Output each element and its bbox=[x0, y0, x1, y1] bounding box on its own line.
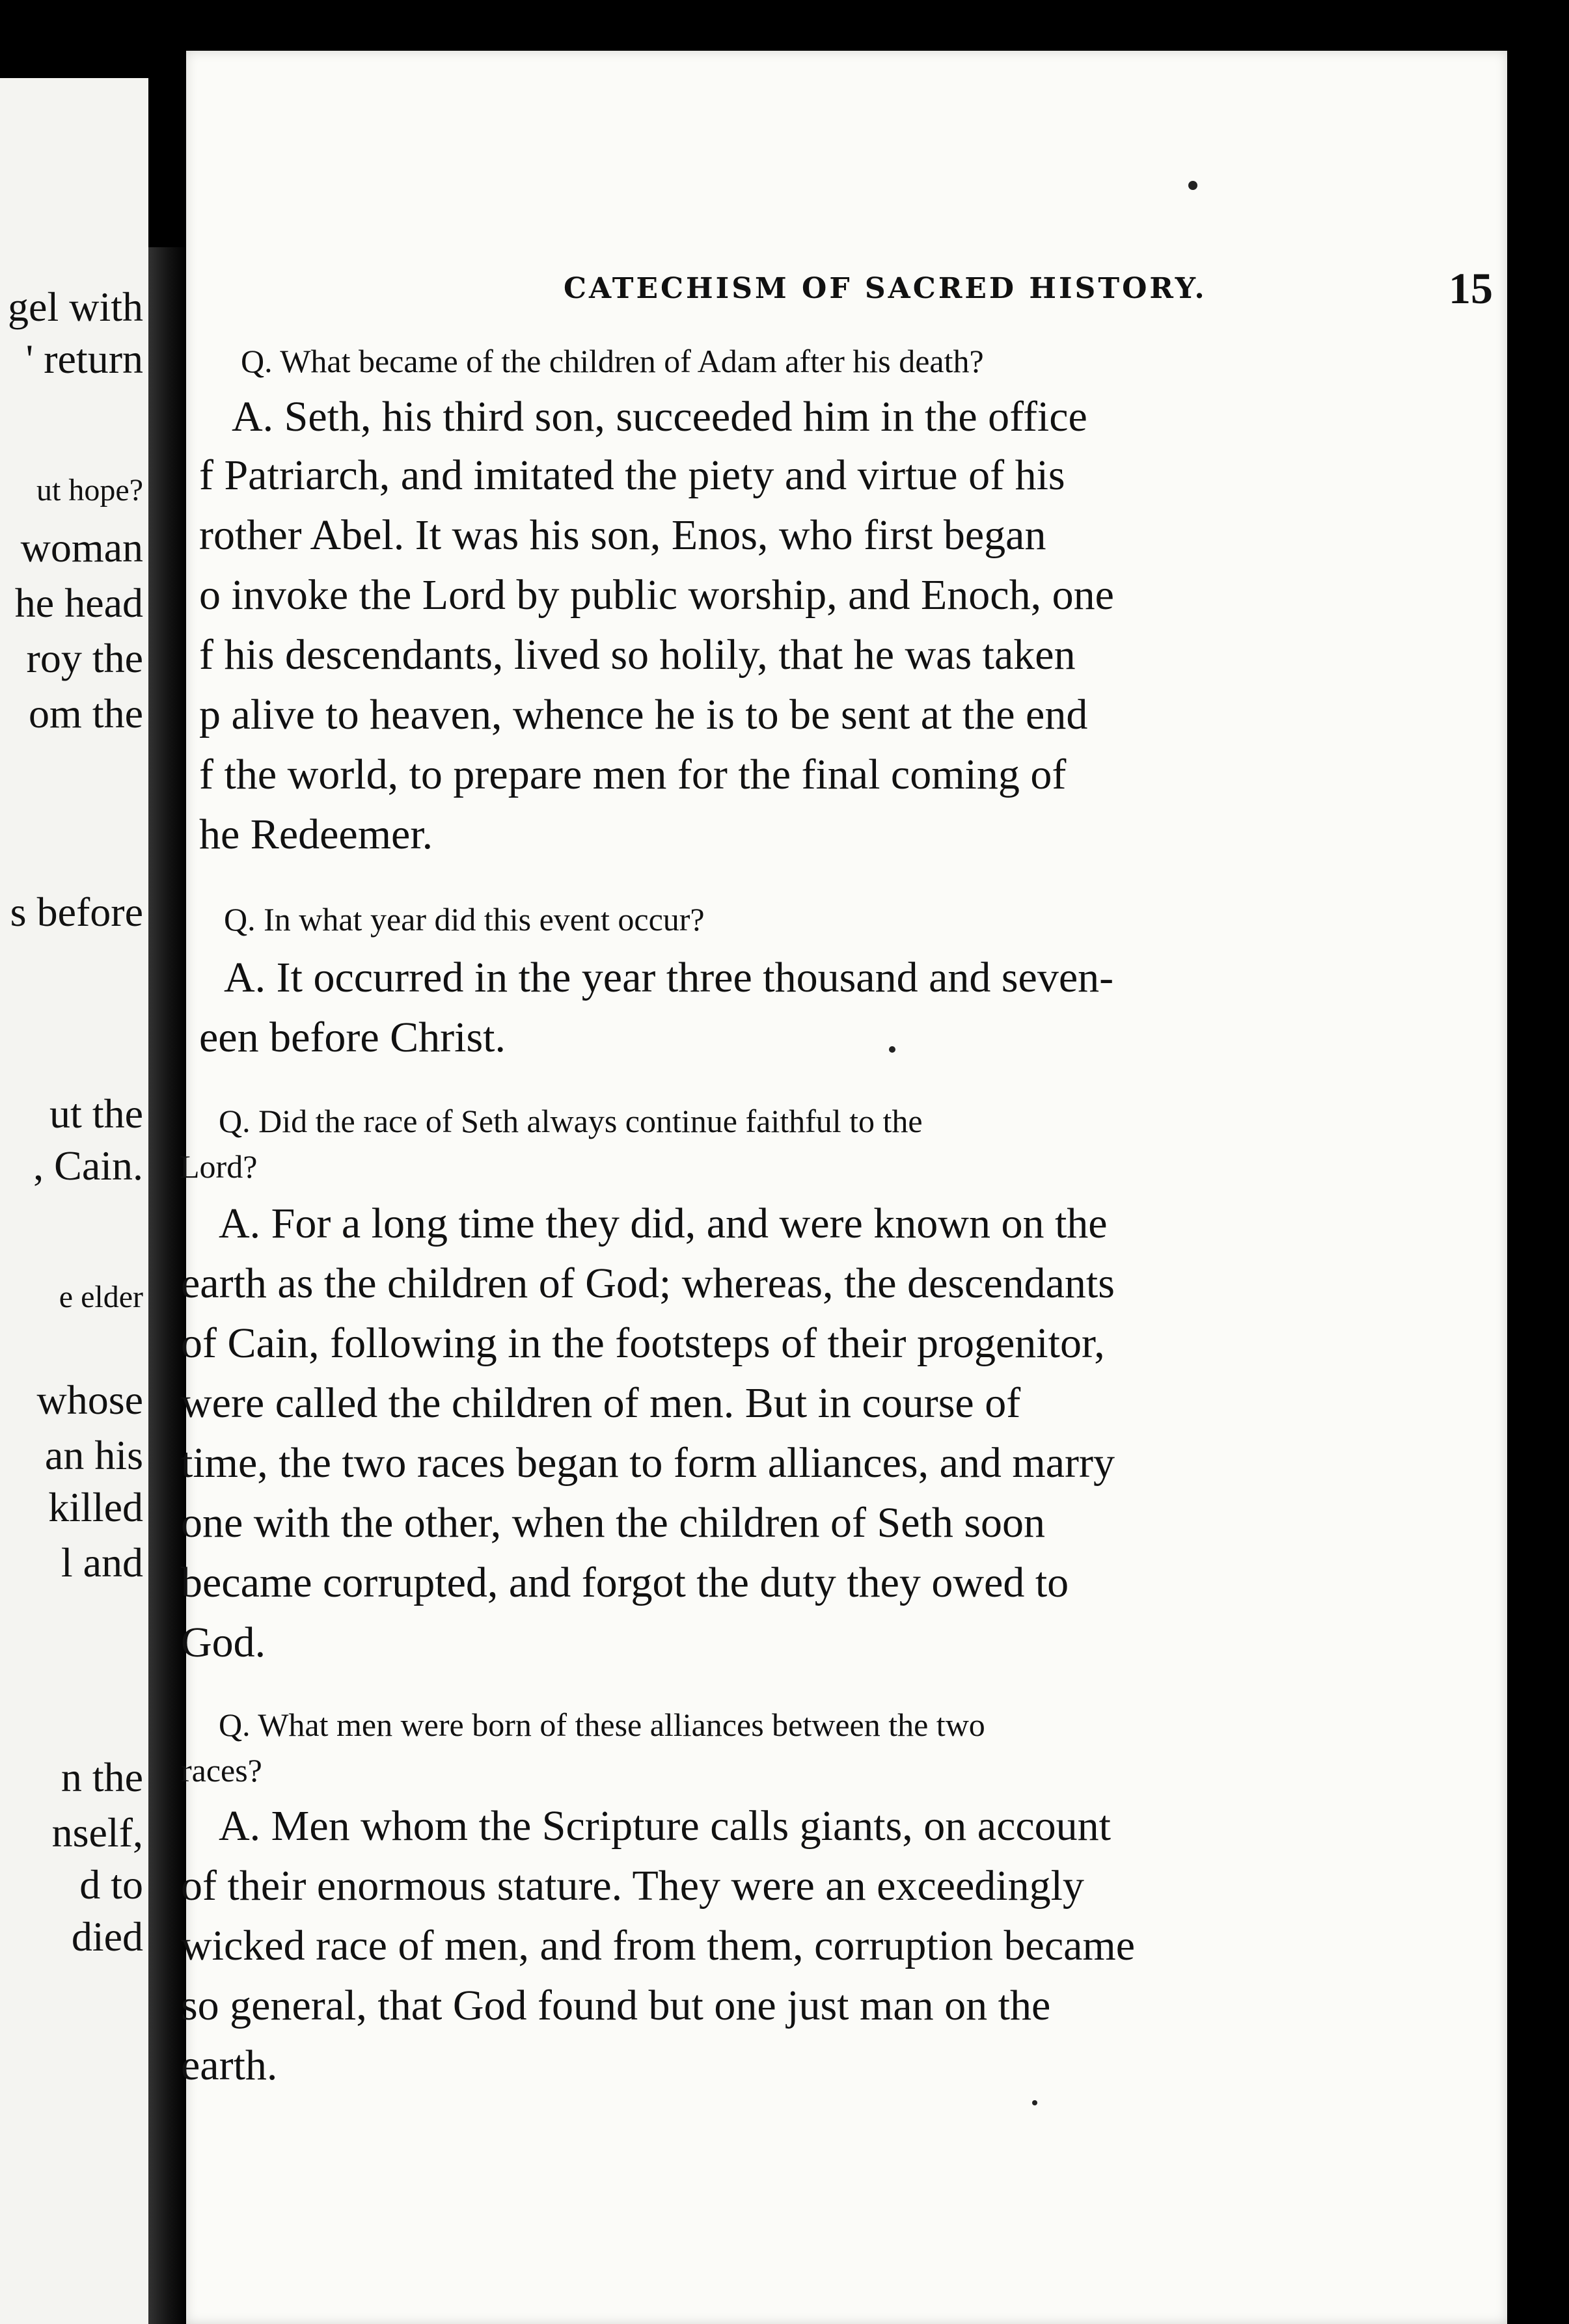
left-fragment-line: ut hope? bbox=[36, 473, 143, 507]
left-fragment-line: roy the bbox=[26, 635, 143, 681]
left-fragment-line: d to bbox=[79, 1861, 143, 1908]
answer-line: earth as the children of God; whereas, the descendants bbox=[181, 1260, 1115, 1307]
answer-line: so general, that God found but one just man on the bbox=[181, 1982, 1051, 2029]
left-fragment-line: whose bbox=[36, 1377, 143, 1423]
left-fragment-line: ' return bbox=[25, 336, 143, 382]
left-fragment-line: woman bbox=[20, 524, 143, 571]
question-line: Q. What became of the children of Adam after his death? bbox=[241, 343, 984, 379]
scan-speck bbox=[1188, 181, 1197, 190]
answer-line: were called the children of men. But in course of bbox=[181, 1379, 1021, 1427]
left-fragment-line: ut the bbox=[49, 1090, 143, 1137]
answer-line: rother Abel. It was his son, Enos, who first began bbox=[199, 511, 1046, 559]
left-fragment-line: l and bbox=[61, 1539, 143, 1586]
left-fragment-line: died bbox=[71, 1913, 143, 1960]
answer-line: f his descendants, lived so holily, that he was taken bbox=[199, 631, 1076, 679]
question-line: races? bbox=[181, 1752, 262, 1789]
answer-line: f the world, to prepare men for the final coming of bbox=[199, 751, 1067, 798]
scan-speck bbox=[889, 1046, 895, 1053]
answer-line: time, the two races began to form alliances, and marry bbox=[181, 1439, 1115, 1487]
answer-line: God. bbox=[181, 1619, 266, 1666]
running-title: CATECHISM OF SACRED HISTORY. bbox=[564, 272, 1207, 305]
answer-line: p alive to heaven, whence he is to be sent at the end bbox=[199, 691, 1088, 738]
left-facing-page bbox=[0, 78, 148, 2324]
left-fragment-line: s before bbox=[10, 889, 143, 935]
answer-line: o invoke the Lord by public worship, and Enoch, one bbox=[199, 571, 1114, 619]
left-fragment-line: killed bbox=[48, 1484, 143, 1530]
answer-line: A. It occurred in the year three thousand and seven- bbox=[224, 954, 1114, 1001]
answer-line: A. Men whom the Scripture calls giants, on account bbox=[219, 1802, 1112, 1850]
answer-line: f Patriarch, and imitated the piety and virtue of his bbox=[199, 452, 1065, 499]
scan-speck bbox=[1032, 2100, 1037, 2105]
answer-line: wicked race of men, and from them, corruption became bbox=[181, 1922, 1136, 1969]
question-line: Q. In what year did this event occur? bbox=[224, 901, 705, 938]
question-line: Q. Did the race of Seth always continue faithful to the bbox=[219, 1103, 923, 1139]
left-fragment-line: he head bbox=[14, 580, 143, 626]
left-fragment-line: an his bbox=[44, 1432, 143, 1478]
main-page bbox=[180, 51, 1507, 2324]
answer-line: became corrupted, and forgot the duty they owed to bbox=[181, 1559, 1069, 1606]
answer-line: A. For a long time they did, and were known on the bbox=[219, 1200, 1108, 1247]
left-fragment-line: , Cain. bbox=[33, 1142, 143, 1189]
answer-line: one with the other, when the children of Seth soon bbox=[181, 1499, 1046, 1547]
left-fragment-line: gel with bbox=[8, 284, 143, 330]
answer-line: earth. bbox=[181, 2042, 278, 2089]
left-fragment-line: nself, bbox=[51, 1809, 143, 1856]
answer-line: of their enormous stature. They were an exceedingly bbox=[181, 1862, 1084, 1910]
answer-line: A. Seth, his third son, succeeded him in the office bbox=[232, 393, 1087, 440]
page-number: 15 bbox=[1449, 263, 1493, 313]
answer-line: of Cain, following in the footsteps of their progenitor, bbox=[181, 1319, 1105, 1367]
question-line: Lord? bbox=[180, 1148, 258, 1185]
question-line: Q. What men were born of these alliances between the two bbox=[219, 1707, 985, 1743]
answer-line: he Redeemer. bbox=[199, 811, 433, 858]
answer-line: een before Christ. bbox=[199, 1014, 506, 1061]
left-fragment-line: om the bbox=[29, 690, 143, 736]
right-page-edge bbox=[1507, 91, 1569, 2324]
left-fragment-line: n the bbox=[61, 1754, 143, 1800]
left-fragment-line: e elder bbox=[59, 1280, 143, 1314]
